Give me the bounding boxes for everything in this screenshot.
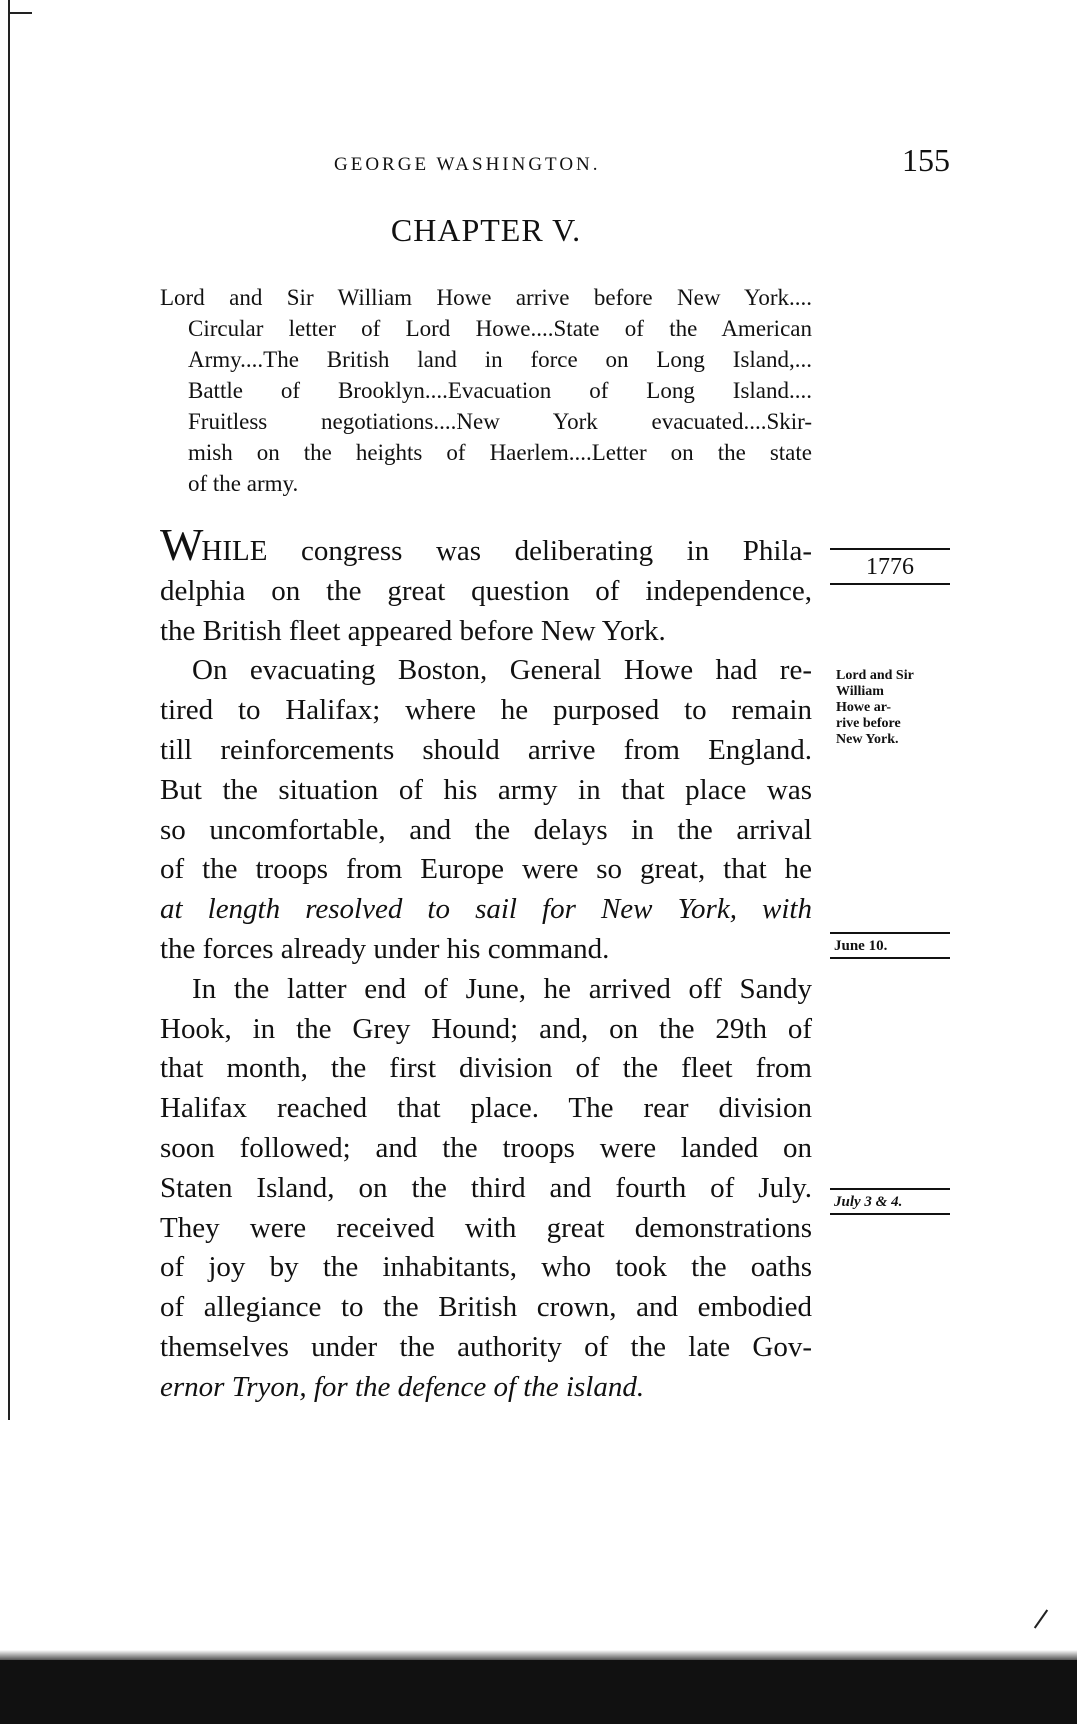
margin-note-line: Lord and Sir <box>836 668 914 683</box>
margin-note-july <box>830 1188 950 1215</box>
margin-note-june <box>830 932 950 959</box>
margin-rule <box>830 583 950 585</box>
body-line: themselves under the authority of the late Gov- <box>160 1330 812 1363</box>
margin-rule <box>830 957 950 959</box>
body-text <box>160 519 812 1408</box>
body-line: that month, the first division of the fleet from <box>160 1052 812 1085</box>
margin-note-line: New York. <box>836 732 899 747</box>
body-line: Halifax reached that place. The rear division <box>160 1092 812 1125</box>
chapter-summary <box>160 282 812 499</box>
body-line: the forces already under his command. <box>160 932 610 965</box>
margin-note-line: William <box>836 684 884 699</box>
initial-letter: W <box>160 519 202 570</box>
body-line: HILE congress was deliberating in Phila- <box>201 535 812 567</box>
margin-note-line: rive before <box>836 716 901 731</box>
body-line: soon followed; and the troops were landed on <box>160 1131 812 1164</box>
body-line-first <box>160 519 812 572</box>
summary-line: mish on the heights of Haerlem....Letter on the state <box>188 440 812 465</box>
scan-mark <box>1034 1609 1048 1628</box>
body-line: of joy by the inhabitants, who took the oaths <box>160 1251 812 1284</box>
summary-line: Circular letter of Lord Howe....State of the American <box>188 316 812 341</box>
margin-rule <box>830 1213 950 1215</box>
body-line: delphia on the great question of independence, <box>160 574 812 607</box>
summary-line: Lord and Sir William Howe arrive before New York.... <box>160 285 812 310</box>
chapter-title: CHAPTER V. <box>390 212 582 248</box>
body-line: so uncomfortable, and the delays in the arrival <box>160 813 812 846</box>
running-head <box>160 142 950 188</box>
margin-year: 1776 <box>866 554 914 580</box>
margin-note-howe <box>836 668 950 748</box>
scan-edge <box>8 0 10 1420</box>
body-line: Hook, in the Grey Hound; and, on the 29th of <box>160 1012 812 1045</box>
summary-line: Battle of Brooklyn....Evacuation of Long Island.... <box>188 378 812 403</box>
body-line: ernor Tryon, for the defence of the island. <box>160 1370 645 1403</box>
margin-date-june: June 10. <box>834 938 888 954</box>
scan-bottom-bar <box>0 1660 1077 1724</box>
running-title: GEORGE WASHINGTON. <box>334 154 601 175</box>
summary-line: of the army. <box>188 471 299 496</box>
body-line: tired to Halifax; where he purposed to remain <box>160 694 812 727</box>
margin-note-line: Howe ar- <box>836 700 892 715</box>
body-line: till reinforcements should arrive from England. <box>160 733 812 766</box>
margin-date-july: July 3 & 4. <box>834 1194 903 1210</box>
body-line: of the troops from Europe were so great, that he <box>160 853 812 886</box>
summary-line: Army....The British land in force on Long Island,... <box>188 347 812 372</box>
page-number: 155 <box>902 142 950 178</box>
body-line: On evacuating Boston, General Howe had re- <box>192 654 812 687</box>
margin-note-year <box>830 548 950 585</box>
body-line: of allegiance to the British crown, and embodied <box>160 1291 812 1324</box>
body-line: In the latter end of June, he arrived off Sandy <box>192 972 812 1005</box>
body-line: the British fleet appeared before New York. <box>160 614 666 647</box>
body-line: But the situation of his army in that place was <box>160 773 812 806</box>
body-line: Staten Island, on the third and fourth of July. <box>160 1171 812 1204</box>
body-line: at length resolved to sail for New York, with <box>160 893 812 926</box>
body-line: They were received with great demonstrations <box>160 1211 812 1244</box>
scan-edge-corner <box>8 12 32 14</box>
summary-line: Fruitless negotiations....New York evacuated....Skir- <box>188 409 812 434</box>
